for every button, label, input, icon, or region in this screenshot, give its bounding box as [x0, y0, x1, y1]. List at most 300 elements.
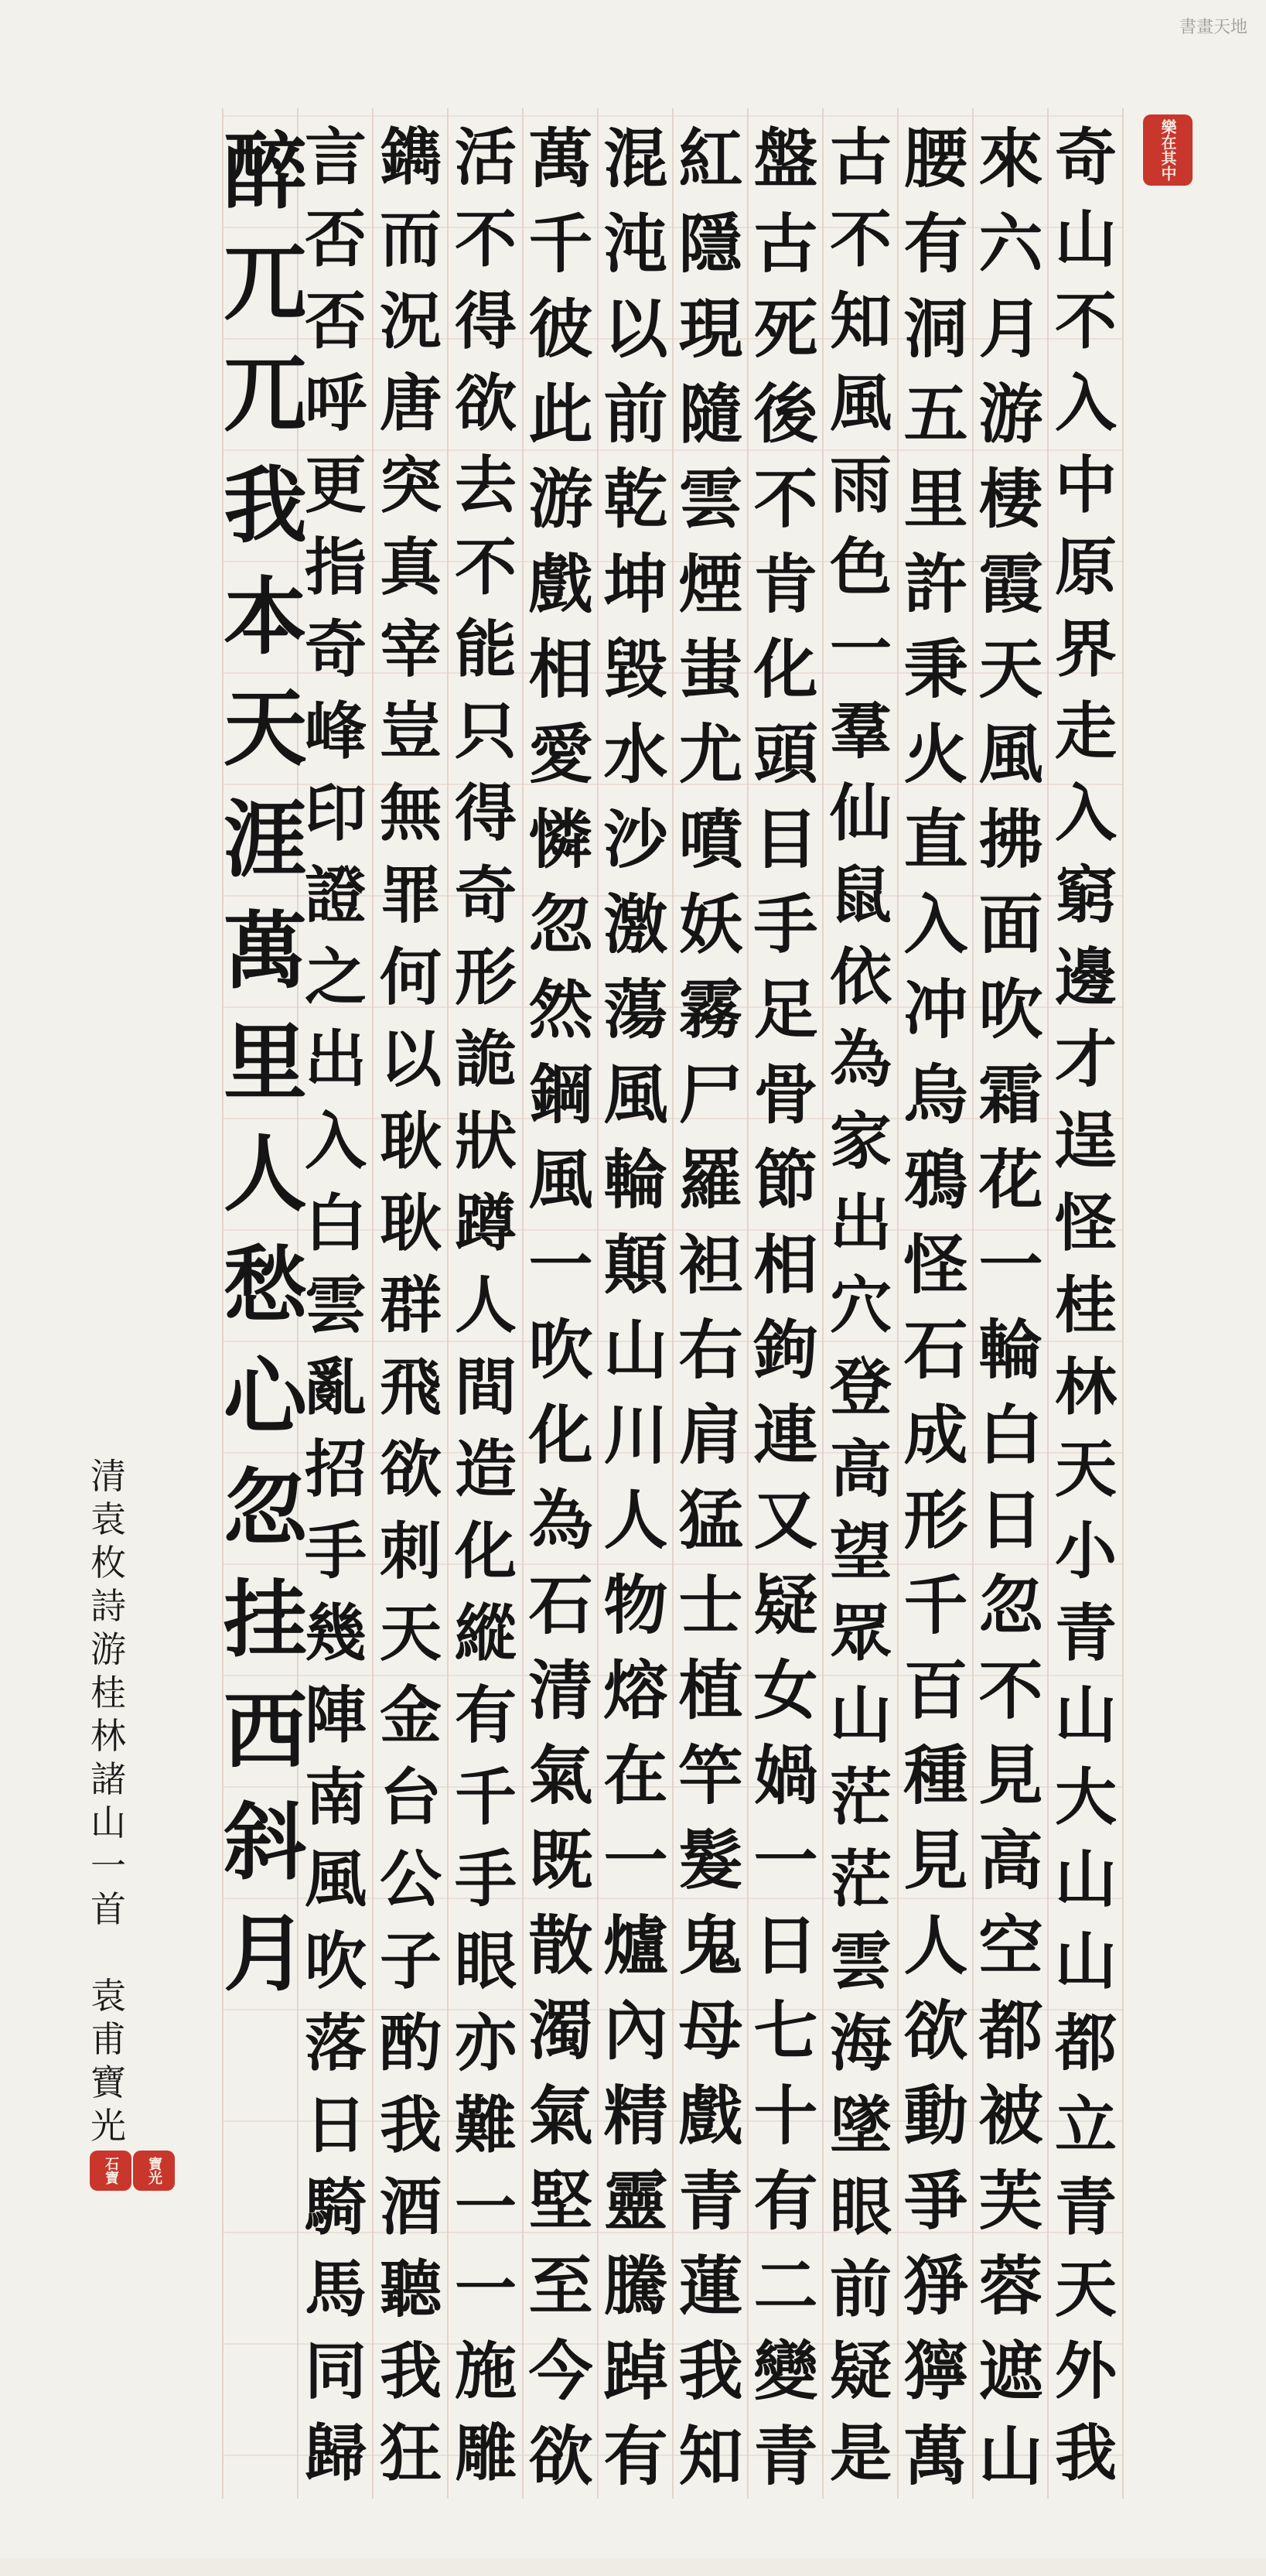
calligraphy-character: 化 [455, 1515, 517, 1587]
calligraphy-character: 石 [528, 1567, 593, 1643]
calligraphy-character: 立 [1055, 2089, 1117, 2161]
inscription-character: 袁 [90, 1975, 126, 2017]
calligraphy-character: 青 [1055, 2171, 1117, 2243]
calligraphy-character: 內 [603, 1993, 668, 2069]
calligraphy-character: 連 [753, 1397, 818, 1473]
calligraphy-character: 為 [830, 1023, 892, 1095]
calligraphy-character: 西 [224, 1683, 308, 1780]
calligraphy-character: 毀 [603, 631, 668, 707]
calligraphy-character: 桂 [1055, 1269, 1117, 1341]
calligraphy-character: 爐 [603, 1908, 668, 1983]
calligraphy-character: 在 [603, 1737, 668, 1813]
calligraphy-character: 山 [1055, 203, 1117, 275]
calligraphy-character: 大 [1055, 1761, 1117, 1833]
inscription-character: 游 [90, 1628, 126, 1670]
calligraphy-character: 堅 [528, 2163, 593, 2239]
calligraphy-character: 霜 [978, 1057, 1043, 1133]
bottom-seal-left [90, 2151, 131, 2191]
calligraphy-character: 來 [978, 121, 1043, 196]
calligraphy-character: 變 [753, 2333, 818, 2409]
calligraphy-character: 見 [903, 1823, 968, 1898]
calligraphy-character: 更 [305, 449, 367, 521]
calligraphy-character: 萬 [224, 903, 308, 1000]
calligraphy-character: 雲 [305, 1269, 367, 1341]
inscription-character: 枚 [90, 1542, 126, 1584]
calligraphy-character: 窮 [1055, 859, 1117, 931]
calligraphy-character: 熔 [603, 1652, 668, 1728]
poem-column [974, 116, 1048, 2576]
poem-column [299, 116, 373, 2576]
inscription-character: 山 [90, 1802, 126, 1843]
poem-column [824, 116, 898, 2576]
calligraphy-character: 忽 [224, 1460, 308, 1557]
calligraphy-character: 耿 [380, 1187, 442, 1259]
calligraphy-character: 飛 [380, 1351, 442, 1423]
calligraphy-character: 以 [380, 1023, 442, 1095]
calligraphy-character: 兀 [224, 234, 308, 332]
calligraphy-character: 拂 [978, 801, 1043, 877]
calligraphy-character: 不 [1055, 285, 1117, 357]
calligraphy-character: 走 [1055, 695, 1117, 767]
calligraphy-character: 亂 [305, 1351, 367, 1423]
calligraphy-character: 古 [830, 121, 892, 193]
inscription-column [85, 1454, 131, 2147]
calligraphy-character: 欲 [380, 1433, 442, 1505]
calligraphy-character: 萬 [903, 2418, 968, 2494]
calligraphy-character: 豈 [380, 695, 442, 767]
calligraphy-character: 游 [528, 461, 593, 537]
calligraphy-character: 風 [305, 1843, 367, 1915]
calligraphy-character: 眾 [830, 1597, 892, 1669]
calligraphy-character: 相 [528, 631, 593, 707]
calligraphy-character: 唐 [380, 367, 442, 439]
calligraphy-character: 植 [678, 1652, 743, 1728]
calligraphy-character: 戲 [678, 2078, 743, 2154]
calligraphy-character: 白 [978, 1397, 1043, 1473]
calligraphy-character: 羣 [830, 695, 892, 767]
calligraphy-character: 罪 [380, 859, 442, 931]
poem-column [1049, 116, 1123, 2576]
calligraphy-character: 烏 [903, 1057, 968, 1133]
calligraphy-character: 峰 [305, 695, 367, 767]
calligraphy-character: 混 [603, 121, 668, 196]
calligraphy-character: 精 [603, 2078, 668, 2154]
calligraphy-character: 色 [830, 531, 892, 603]
calligraphy-character: 乾 [603, 461, 668, 537]
calligraphy-character: 是 [830, 2417, 892, 2489]
calligraphy-character: 許 [903, 546, 968, 622]
calligraphy-character: 鉤 [753, 1312, 818, 1388]
inscription-character: 寶 [90, 2062, 126, 2103]
calligraphy-character: 天 [1055, 1433, 1117, 1505]
calligraphy-character: 右 [678, 1312, 743, 1388]
calligraphy-character: 能 [455, 613, 517, 685]
calligraphy-character: 況 [380, 285, 442, 357]
calligraphy-character: 人 [603, 1482, 668, 1558]
calligraphy-character: 媧 [753, 1737, 818, 1813]
calligraphy-character: 依 [830, 941, 892, 1013]
calligraphy-character: 百 [903, 1652, 968, 1728]
calligraphy-character: 沙 [603, 801, 668, 877]
calligraphy-character: 南 [305, 1761, 367, 1833]
calligraphy-character: 秉 [903, 631, 968, 707]
calligraphy-character: 台 [380, 1761, 442, 1833]
calligraphy-character: 才 [1055, 1023, 1117, 1095]
inscription-character: 甫 [90, 2018, 126, 2060]
calligraphy-character: 山 [978, 2418, 1043, 2494]
calligraphy-character: 外 [1055, 2335, 1117, 2407]
calligraphy-character: 不 [753, 461, 818, 537]
calligraphy-character: 我 [1055, 2417, 1117, 2489]
calligraphy-character: 天 [1055, 2253, 1117, 2325]
poem-column [899, 116, 973, 2576]
calligraphy-character: 一 [830, 613, 892, 685]
calligraphy-character: 酌 [380, 2007, 442, 2079]
calligraphy-character: 直 [903, 801, 968, 877]
calligraphy-character: 得 [455, 777, 517, 849]
calligraphy-character: 我 [224, 457, 308, 555]
calligraphy-character: 洞 [903, 291, 968, 367]
calligraphy-character: 古 [753, 206, 818, 282]
calligraphy-character: 不 [830, 203, 892, 275]
calligraphy-character: 空 [978, 1908, 1043, 1983]
site-watermark: 書畫天地 [1179, 18, 1247, 37]
calligraphy-character: 望 [830, 1515, 892, 1587]
poem-column [449, 116, 523, 2576]
calligraphy-character: 奇 [455, 859, 517, 931]
calligraphy-character: 山 [603, 1312, 668, 1388]
calligraphy-character: 同 [305, 2335, 367, 2407]
calligraphy-character: 青 [1055, 1597, 1117, 1669]
calligraphy-character: 風 [830, 367, 892, 439]
calligraphy-character: 見 [978, 1737, 1043, 1813]
calligraphy-character: 子 [380, 1925, 442, 1997]
calligraphy-character: 天 [978, 631, 1043, 707]
calligraphy-character: 墜 [830, 2089, 892, 2161]
calligraphy-character: 激 [603, 887, 668, 962]
calligraphy-character: 吹 [528, 1312, 593, 1388]
calligraphy-character: 被 [978, 2078, 1043, 2154]
calligraphy-character: 山 [1055, 1679, 1117, 1751]
calligraphy-character: 奇 [305, 613, 367, 685]
inscription-character: 清 [90, 1455, 126, 1497]
calligraphy-character: 坤 [603, 546, 668, 622]
calligraphy-character: 後 [753, 376, 818, 452]
calligraphy-character: 青 [678, 2163, 743, 2239]
top-seal-text: 樂在其中 [1159, 119, 1177, 181]
calligraphy-character: 千 [528, 206, 593, 282]
calligraphy-character: 萬 [528, 121, 593, 196]
calligraphy-character: 骨 [753, 1057, 818, 1133]
calligraphy-character: 聽 [380, 2253, 442, 2325]
calligraphy-character: 忽 [528, 887, 593, 962]
calligraphy-character: 腰 [903, 121, 968, 196]
calligraphy-character: 霞 [978, 546, 1043, 622]
calligraphy-character: 竿 [678, 1737, 743, 1813]
calligraphy-character: 袒 [678, 1227, 743, 1303]
calligraphy-character: 現 [678, 291, 743, 367]
inscription-character: 首 [90, 1888, 126, 1930]
calligraphy-character: 獰 [903, 2333, 968, 2409]
calligraphy-character: 青 [753, 2418, 818, 2494]
calligraphy-character: 面 [978, 887, 1043, 962]
calligraphy-character: 高 [830, 1433, 892, 1505]
calligraphy-character: 戲 [528, 546, 593, 622]
calligraphy-character: 然 [528, 972, 593, 1047]
calligraphy-character: 否 [305, 285, 367, 357]
calligraphy-character: 之 [305, 941, 367, 1013]
calligraphy-character: 登 [830, 1351, 892, 1423]
calligraphy-character: 林 [1055, 1351, 1117, 1423]
calligraphy-character: 女 [753, 1652, 818, 1728]
calligraphy-character: 六 [978, 206, 1043, 282]
calligraphy-character: 出 [830, 1187, 892, 1259]
calligraphy-character: 濁 [528, 1993, 593, 2069]
calligraphy-character: 前 [830, 2253, 892, 2325]
calligraphy-character: 穴 [830, 1269, 892, 1341]
poem-column [749, 116, 823, 2576]
calligraphy-character: 突 [380, 449, 442, 521]
calligraphy-character: 游 [978, 376, 1043, 452]
calligraphy-character: 奇 [1055, 121, 1117, 193]
calligraphy-character: 手 [455, 1843, 517, 1915]
calligraphy-character: 士 [678, 1567, 743, 1643]
calligraphy-character: 陣 [305, 1679, 367, 1751]
calligraphy-character: 隱 [678, 206, 743, 282]
inscription-character: 光 [90, 2105, 126, 2147]
calligraphy-character: 踔 [603, 2333, 668, 2409]
calligraphy-character: 輪 [603, 1142, 668, 1218]
calligraphy-character: 證 [305, 859, 367, 931]
calligraphy-character: 耿 [380, 1105, 442, 1177]
calligraphy-character: 煙 [678, 546, 743, 622]
calligraphy-character: 邊 [1055, 941, 1117, 1013]
calligraphy-character: 我 [678, 2333, 743, 2409]
calligraphy-character: 愛 [528, 716, 593, 792]
calligraphy-character: 靈 [603, 2163, 668, 2239]
calligraphy-character: 七 [753, 1993, 818, 2069]
calligraphy-character: 死 [753, 291, 818, 367]
inscription-character: 一 [90, 1845, 126, 1887]
calligraphy-character: 金 [380, 1679, 442, 1751]
calligraphy-character: 清 [528, 1652, 593, 1728]
calligraphy-character: 足 [753, 972, 818, 1047]
calligraphy-character: 尸 [678, 1057, 743, 1133]
calligraphy-character: 霧 [678, 972, 743, 1047]
calligraphy-character: 白 [305, 1187, 367, 1259]
calligraphy-character: 鋼 [528, 1057, 593, 1133]
calligraphy-character: 肯 [753, 546, 818, 622]
calligraphy-character: 涯 [224, 791, 308, 889]
calligraphy-character: 疑 [753, 1567, 818, 1643]
calligraphy-character: 風 [603, 1057, 668, 1133]
calligraphy-character: 無 [380, 777, 442, 849]
calligraphy-character: 欲 [455, 367, 517, 439]
calligraphy-character: 蕩 [603, 972, 668, 1047]
calligraphy-character: 言 [305, 121, 367, 193]
calligraphy-character: 心 [224, 1348, 308, 1446]
calligraphy-character: 間 [455, 1351, 517, 1423]
bottom-seal-right-text: 寶光 [146, 2157, 162, 2185]
calligraphy-character: 雨 [830, 449, 892, 521]
calligraphy-character: 輪 [978, 1312, 1043, 1388]
calligraphy-character: 日 [305, 2089, 367, 2161]
calligraphy-character: 不 [455, 203, 517, 275]
calligraphy-character: 忽 [978, 1567, 1043, 1643]
inscription-character [85, 1931, 131, 1974]
calligraphy-character: 否 [305, 203, 367, 275]
calligraphy-character: 種 [903, 1737, 968, 1813]
calligraphy-character: 日 [753, 1908, 818, 1983]
calligraphy-character: 招 [305, 1433, 367, 1505]
calligraphy-character: 水 [603, 716, 668, 792]
calligraphy-character: 氣 [528, 2078, 593, 2154]
calligraphy-character: 氣 [528, 1737, 593, 1813]
calligraphy-character: 不 [455, 531, 517, 603]
calligraphy-character: 有 [455, 1679, 517, 1751]
calligraphy-character: 一 [455, 2171, 517, 2243]
calligraphy-character: 爭 [903, 2163, 968, 2239]
calligraphy-character: 真 [380, 531, 442, 603]
calligraphy-character: 指 [305, 531, 367, 603]
bottom-seal-left-text: 石寶 [103, 2157, 119, 2185]
calligraphy-character: 為 [528, 1482, 593, 1558]
calligraphy-character: 火 [903, 716, 968, 792]
calligraphy-character: 山 [830, 1679, 892, 1751]
calligraphy-character: 怪 [1055, 1187, 1117, 1259]
calligraphy-character: 本 [224, 569, 308, 666]
calligraphy-character: 憐 [528, 801, 593, 877]
calligraphy-character: 幾 [305, 1597, 367, 1669]
calligraphy-character: 尤 [678, 716, 743, 792]
calligraphy-character: 仙 [830, 777, 892, 849]
poem-column [224, 116, 308, 2576]
calligraphy-character: 手 [753, 887, 818, 962]
calligraphy-character: 冲 [903, 972, 968, 1047]
calligraphy-character: 鼠 [830, 859, 892, 931]
calligraphy-character: 二 [753, 2248, 818, 2324]
calligraphy-character: 紅 [678, 121, 743, 196]
calligraphy-character: 以 [603, 291, 668, 367]
calligraphy-character: 彼 [528, 291, 593, 367]
calligraphy-character: 日 [978, 1482, 1043, 1558]
calligraphy-character: 風 [528, 1142, 593, 1218]
inscription-character: 林 [90, 1715, 126, 1757]
calligraphy-character: 山 [1055, 1925, 1117, 1997]
calligraphy-character: 蚩 [678, 631, 743, 707]
calligraphy-character: 群 [380, 1269, 442, 1341]
calligraphy-character: 我 [380, 2089, 442, 2161]
calligraphy-character: 茫 [830, 1761, 892, 1833]
calligraphy-character: 中 [1055, 449, 1117, 521]
calligraphy-character: 沌 [603, 206, 668, 282]
calligraphy-character: 酒 [380, 2171, 442, 2243]
inscription-character: 諸 [90, 1758, 126, 1800]
calligraphy-character: 騎 [305, 2171, 367, 2243]
calligraphy-character: 有 [903, 206, 968, 282]
calligraphy-character: 蹲 [455, 1187, 517, 1259]
calligraphy-character: 既 [528, 1823, 593, 1898]
calligraphy-character: 一 [455, 2253, 517, 2325]
bottom-seal-right [133, 2151, 175, 2191]
calligraphy-character: 醉 [224, 123, 308, 220]
calligraphy-character: 出 [305, 1023, 367, 1095]
calligraphy-character: 月 [978, 291, 1043, 367]
calligraphy-character: 肩 [678, 1397, 743, 1473]
calligraphy-character: 鴉 [903, 1142, 968, 1218]
calligraphy-character: 公 [380, 1843, 442, 1915]
calligraphy-character: 馬 [305, 2253, 367, 2325]
calligraphy-character: 難 [455, 2089, 517, 2161]
calligraphy-character: 風 [978, 716, 1043, 792]
poem-column [374, 116, 448, 2576]
calligraphy-character: 斜 [224, 1794, 308, 1891]
calligraphy-character: 人 [455, 1269, 517, 1341]
calligraphy-character: 怪 [903, 1227, 968, 1303]
calligraphy-character: 石 [903, 1312, 968, 1388]
calligraphy-character: 施 [455, 2335, 517, 2407]
calligraphy-character: 又 [753, 1482, 818, 1558]
calligraphy-character: 節 [753, 1142, 818, 1218]
calligraphy-character: 遮 [978, 2333, 1043, 2409]
calligraphy-character: 動 [903, 2078, 968, 2154]
calligraphy-character: 小 [1055, 1515, 1117, 1587]
inscription-character: 袁 [90, 1498, 126, 1540]
calligraphy-character: 相 [753, 1227, 818, 1303]
calligraphy-character: 頭 [753, 716, 818, 792]
calligraphy-character: 界 [1055, 613, 1117, 685]
calligraphy-character: 欲 [903, 1993, 968, 2069]
calligraphy-character: 落 [305, 2007, 367, 2079]
calligraphy-character: 印 [305, 777, 367, 849]
calligraphy-character: 千 [455, 1761, 517, 1833]
calligraphy-character: 何 [380, 941, 442, 1013]
calligraphy-character: 天 [224, 680, 308, 777]
calligraphy-character: 亦 [455, 2007, 517, 2079]
calligraphy-character: 五 [903, 376, 968, 452]
calligraphy-character: 挂 [224, 1571, 308, 1669]
calligraphy-character: 物 [603, 1567, 668, 1643]
calligraphy-character: 愁 [224, 1237, 308, 1334]
calligraphy-character: 雲 [678, 461, 743, 537]
calligraphy-character: 而 [380, 203, 442, 275]
calligraphy-character: 歸 [305, 2417, 367, 2489]
calligraphy-character: 一 [528, 1227, 593, 1303]
calligraphy-character: 原 [1055, 531, 1117, 603]
calligraphy-character: 吹 [305, 1925, 367, 1997]
calligraphy-character: 前 [603, 376, 668, 452]
calligraphy-character: 棲 [978, 461, 1043, 537]
calligraphy-character: 刺 [380, 1515, 442, 1587]
calligraphy-character: 都 [1055, 2007, 1117, 2079]
calligraphy-character: 川 [603, 1397, 668, 1473]
calligraphy-character: 山 [1055, 1843, 1117, 1915]
poem-column [599, 116, 673, 2576]
calligraphy-character: 此 [528, 376, 593, 452]
calligraphy-character: 疑 [830, 2335, 892, 2407]
calligraphy-character: 隨 [678, 376, 743, 452]
calligraphy-character: 盤 [753, 121, 818, 196]
calligraphy-character: 顛 [603, 1227, 668, 1303]
calligraphy-character: 鬼 [678, 1908, 743, 1983]
calligraphy-character: 欲 [528, 2418, 593, 2494]
calligraphy-character: 手 [305, 1515, 367, 1587]
calligraphy-character: 呼 [305, 367, 367, 439]
calligraphy-character: 茫 [830, 1843, 892, 1915]
calligraphy-character: 入 [1055, 777, 1117, 849]
calligraphy-character: 里 [903, 461, 968, 537]
calligraphy-character: 目 [753, 801, 818, 877]
